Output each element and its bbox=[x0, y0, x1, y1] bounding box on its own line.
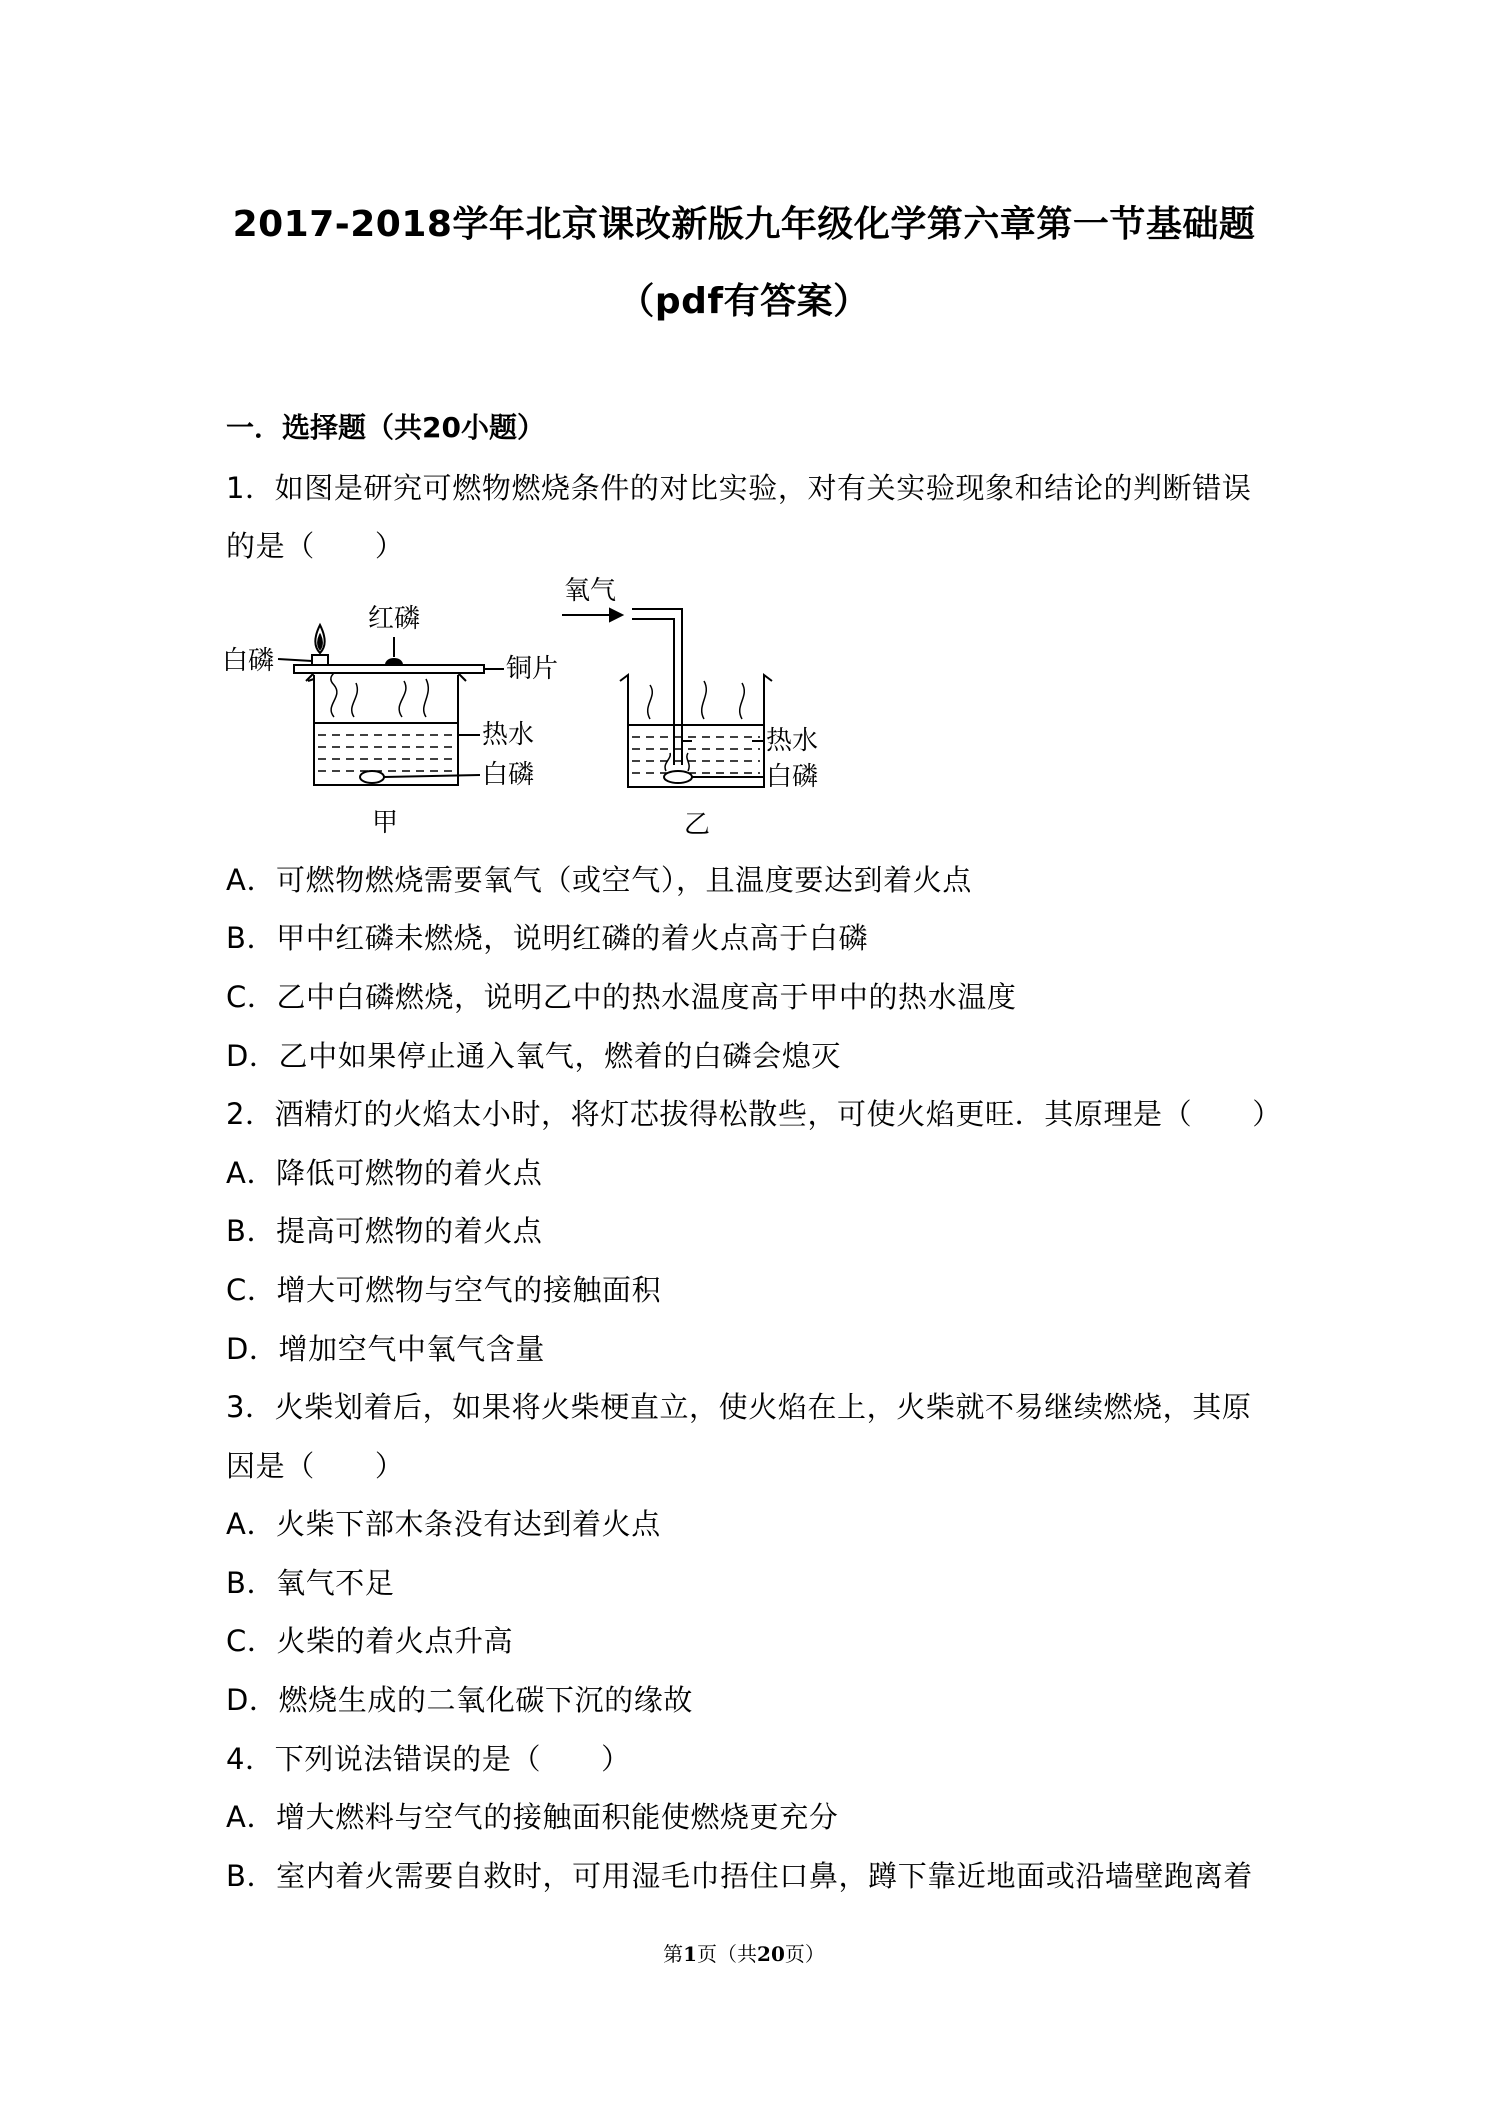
label-white-phosphorus-top: 白磷 bbox=[222, 646, 275, 676]
q1-option-c: C．乙中白磷燃烧，说明乙中的热水温度高于甲中的热水温度 bbox=[226, 980, 1017, 1014]
q3-option-b: B．氧气不足 bbox=[226, 1566, 395, 1600]
experiment-figure bbox=[222, 575, 842, 845]
q3-option-d: D．燃烧生成的二氧化碳下沉的缘故 bbox=[226, 1683, 693, 1717]
q4-stem: 4．下列说法错误的是（ ） bbox=[226, 1742, 631, 1776]
q1-stem-line2: 的是（ ） bbox=[226, 529, 405, 563]
label-white-phosphorus-yi: 白磷 bbox=[766, 762, 819, 792]
q1-option-b: B．甲中红磷未燃烧，说明红磷的着火点高于白磷 bbox=[226, 921, 869, 955]
label-hot-water-jia: 热水 bbox=[482, 720, 535, 750]
apparatus-jia bbox=[278, 625, 504, 785]
apparatus-yi bbox=[562, 609, 772, 787]
q2-option-c: C．增大可燃物与空气的接触面积 bbox=[226, 1273, 662, 1307]
label-red-phosphorus: 红磷 bbox=[368, 604, 421, 634]
q2-stem: 2．酒精灯的火焰太小时，将灯芯拔得松散些，可使火焰更旺．其原理是（ ） bbox=[226, 1097, 1282, 1131]
label-hot-water-yi: 热水 bbox=[766, 726, 819, 756]
title-line-2: （pdf有答案） bbox=[618, 281, 870, 322]
page-footer: 第1页（共20页） bbox=[663, 1942, 825, 1966]
q3-stem-line2: 因是（ ） bbox=[226, 1449, 405, 1483]
q3-stem-line1: 3．火柴划着后，如果将火柴梗直立，使火焰在上，火柴就不易继续燃烧，其原 bbox=[226, 1390, 1252, 1424]
q3-option-c: C．火柴的着火点升高 bbox=[226, 1624, 514, 1658]
section-heading: 一．选择题（共20小题） bbox=[226, 411, 545, 444]
caption-yi: 乙 bbox=[684, 810, 711, 840]
q4-option-a: A．增大燃料与空气的接触面积能使燃烧更充分 bbox=[226, 1800, 839, 1834]
q2-option-d: D．增加空气中氧气含量 bbox=[226, 1332, 545, 1366]
label-white-phosphorus-jia: 白磷 bbox=[482, 760, 535, 790]
q4-option-b: B．室内着火需要自救时，可用湿毛巾捂住口鼻，蹲下靠近地面或沿墙壁跑离着 bbox=[226, 1859, 1253, 1893]
label-copper-sheet: 铜片 bbox=[506, 654, 559, 684]
q1-option-d: D．乙中如果停止通入氧气，燃着的白磷会熄灭 bbox=[226, 1039, 841, 1073]
caption-jia: 甲 bbox=[372, 808, 399, 838]
q1-stem-line1: 1．如图是研究可燃物燃烧条件的对比实验，对有关实验现象和结论的判断错误 bbox=[226, 471, 1252, 505]
q2-option-a: A．降低可燃物的着火点 bbox=[226, 1156, 543, 1190]
q2-option-b: B．提高可燃物的着火点 bbox=[226, 1214, 543, 1248]
label-oxygen: 氧气 bbox=[564, 576, 617, 606]
title-line-1: 2017-2018学年北京课改新版九年级化学第六章第一节基础题 bbox=[232, 204, 1256, 245]
q1-option-a: A．可燃物燃烧需要氧气（或空气），且温度要达到着火点 bbox=[226, 863, 972, 897]
q3-option-a: A．火柴下部木条没有达到着火点 bbox=[226, 1507, 661, 1541]
